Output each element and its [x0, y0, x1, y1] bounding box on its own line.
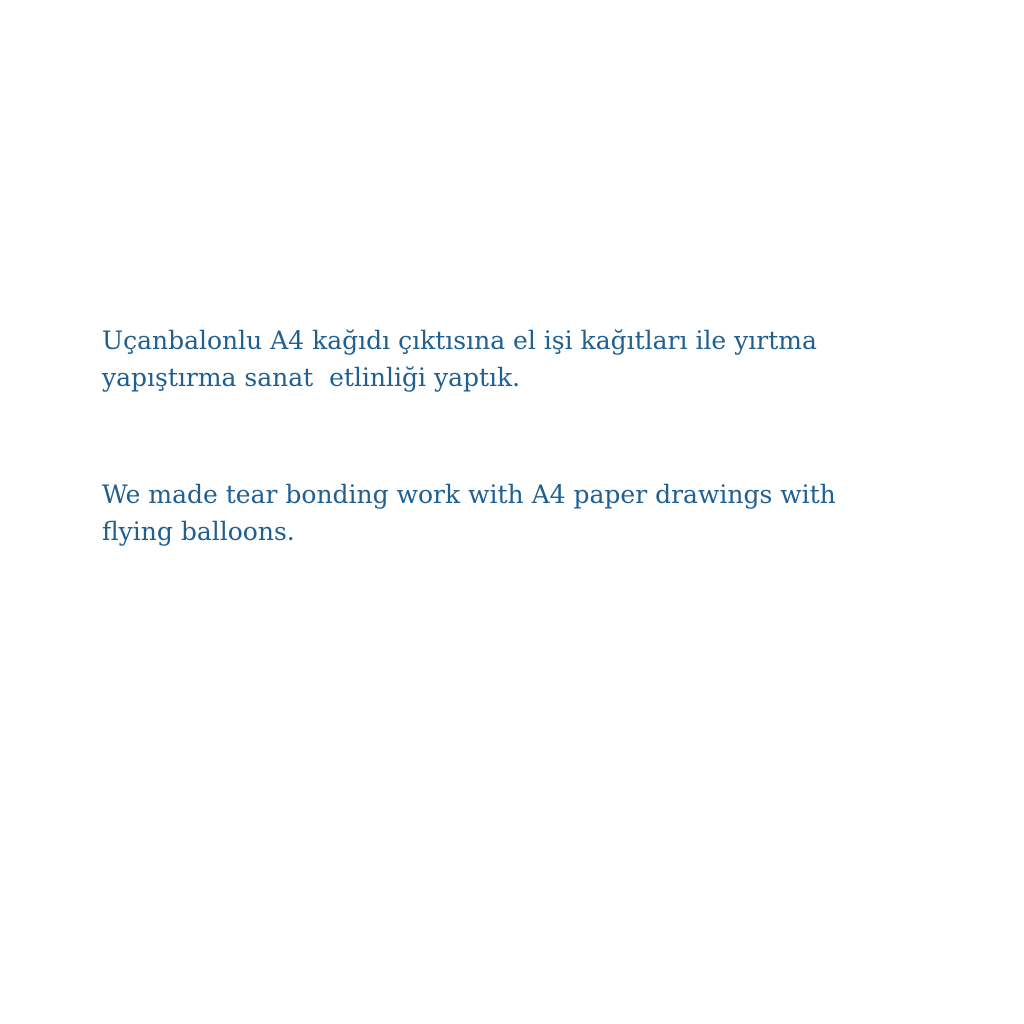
turkish-paragraph: Uçanbalonlu A4 kağıdı çıktısına el işi kağıtları ile yırtma yapıştırma sanat etlinliği yaptık.: [102, 326, 817, 392]
english-paragraph: We made tear bonding work with A4 paper drawings with flying balloons.: [102, 480, 836, 546]
